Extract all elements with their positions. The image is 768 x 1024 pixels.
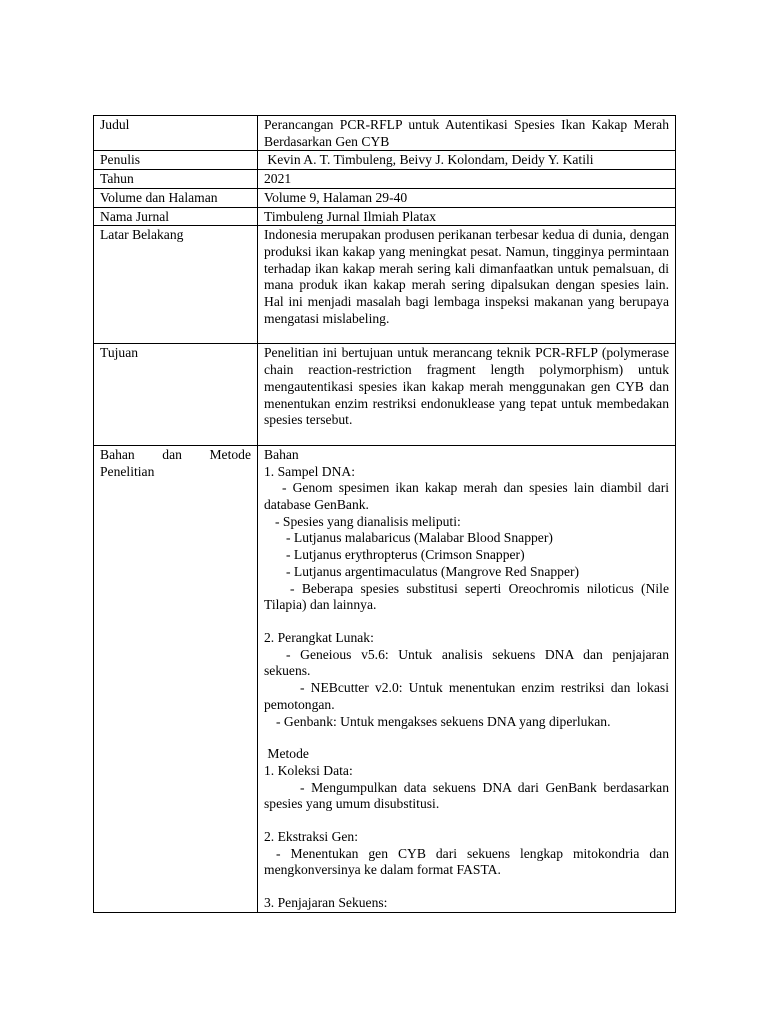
label-tujuan: Tujuan xyxy=(94,344,258,446)
row-penulis xyxy=(94,151,676,170)
journal-review-table xyxy=(93,115,676,913)
label-latar-belakang: Latar Belakang xyxy=(94,226,258,344)
value-bahan-metode-cell xyxy=(258,445,676,912)
software-item-1: - Geneious v5.6: Untuk analisis sekuens DNA dan penjajaran sekuens. xyxy=(264,646,669,679)
species-item-3: - Lutjanus argentimaculatus (Mangrove Red Snapper) xyxy=(286,563,580,579)
ekstraksi-heading: 2. Ekstraksi Gen: xyxy=(264,829,359,845)
species-item-2: - Lutjanus erythropterus (Crimson Snapper) xyxy=(286,547,525,563)
label-judul: Judul xyxy=(94,116,258,151)
perangkat-heading: 2. Perangkat Lunak: xyxy=(264,629,374,645)
label-bahan-metode-line1 xyxy=(100,447,251,464)
species-item-1: - Lutjanus malabaricus (Malabar Blood Snapper) xyxy=(286,530,553,546)
koleksi-item: - Mengumpulkan data sekuens DNA dari GenBank berdasarkan spesies yang umum disubstitusi. xyxy=(264,779,669,812)
value-judul: Perancangan PCR-RFLP untuk Autentikasi Spesies Ikan Kakap Merah Berdasarkan Gen CYB xyxy=(258,116,676,151)
row-tujuan xyxy=(94,344,676,446)
software-item-2: - NEBcutter v2.0: Untuk menentukan enzim restriksi dan lokasi pemotongan. xyxy=(264,680,669,712)
row-judul xyxy=(94,116,676,151)
sampel-heading: 1. Sampel DNA: xyxy=(264,463,355,479)
row-jurnal xyxy=(94,207,676,226)
species-item-4: - Beberapa spesies substitusi seperti Oreochromis niloticus (Nile Tilapia) dan lainnya. xyxy=(264,580,669,613)
value-volume: Volume 9, Halaman 29-40 xyxy=(258,188,676,207)
label-penulis: Penulis xyxy=(94,151,258,170)
label-volume: Volume dan Halaman xyxy=(94,188,258,207)
sampel-item-2: - Spesies yang dianalisis meliputi: xyxy=(275,513,461,529)
ekstraksi-item: - Menentukan gen CYB dari sekuens lengkap mitokondria dan mengkonversinya ke dalam format FASTA. xyxy=(264,845,669,878)
penjajaran-heading: 3. Penjajaran Sekuens: xyxy=(264,895,388,911)
value-tujuan-cell xyxy=(258,344,676,446)
label-word-bahan: Bahan xyxy=(100,446,135,462)
row-volume xyxy=(94,188,676,207)
latar-belakang-text: Indonesia merupakan produsen perikanan terbesar kedua di dunia, dengan produksi ikan kakap yang meningkat pesat. Namun, tingginya permintaan terhadap ikan kakap merah sering kali dimanfaatkan untuk pemalsuan, di mana produk ikan kakap merah sering dipalsukan dengan spesies lain. Hal ini menjadi masalah bagi lembaga inspeksi makanan yang berupaya mengatasi mislabeling. xyxy=(264,227,669,326)
software-item-3: - Genbank: Untuk mengakses sekuens DNA yang diperlukan. xyxy=(276,713,611,729)
label-word-metode: Metode xyxy=(209,446,251,462)
sampel-item-1: - Genom spesimen ikan kakap merah dan spesies lain diambil dari database GenBank. xyxy=(264,480,669,513)
metode-heading: Metode xyxy=(264,746,309,762)
label-bahan-metode-line2: Penelitian xyxy=(100,463,155,479)
value-latar-belakang-cell xyxy=(258,226,676,344)
value-tahun: 2021 xyxy=(258,170,676,189)
label-word-dan: dan xyxy=(162,446,182,462)
row-latar-belakang xyxy=(94,226,676,344)
bahan-heading: Bahan xyxy=(264,446,299,462)
label-bahan-metode xyxy=(94,445,258,912)
value-penulis: Kevin A. T. Timbuleng, Beivy J. Kolondam, Deidy Y. Katili xyxy=(258,151,676,170)
value-jurnal: Timbuleng Jurnal Ilmiah Platax xyxy=(258,207,676,226)
row-bahan-metode xyxy=(94,445,676,912)
koleksi-heading: 1. Koleksi Data: xyxy=(264,762,353,778)
label-jurnal: Nama Jurnal xyxy=(94,207,258,226)
row-tahun xyxy=(94,170,676,189)
tujuan-text: Penelitian ini bertujuan untuk merancang teknik PCR-RFLP (polymerase chain reaction-restriction fragment length polymorphism) untuk mengautentikasi spesies ikan kakap merah menggunakan gen CYB dan menentukan enzim restriksi endonuklease yang tepat untuk membedakan spesies tersebut. xyxy=(264,345,669,428)
label-tahun: Tahun xyxy=(94,170,258,189)
